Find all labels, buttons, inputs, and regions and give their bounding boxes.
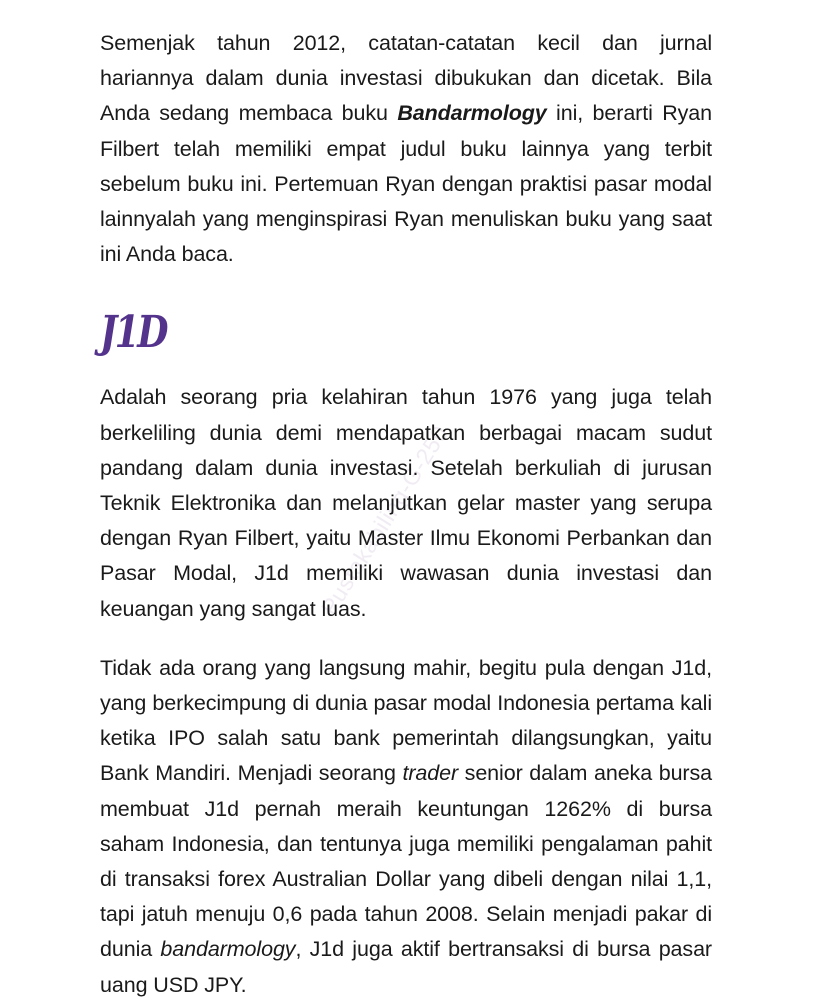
italic-term-bandarmology: bandarmology [160, 937, 296, 962]
document-body [100, 0, 712, 1000]
paragraph-biography: Adalah seorang pria kelahiran tahun 1976 yang juga telah berkeliling dunia demi mendapatkan berbagai macam sudut pandang dalam dunia investasi. Setelah berkuliah di jurusan Teknik Elektronika dan melanjutkan gelar master yang serupa dengan Ryan Filbert, yaitu Master Ilmu Ekonomi Perbankan dan Pasar Modal, J1d memiliki wawasan dunia investasi dan keuangan yang sangat luas. [100, 385, 712, 621]
watermark-text: Pustakabiling-G-250 [315, 420, 454, 620]
paragraph-intro [100, 26, 712, 272]
paragraph-experience-segment-a: Tidak ada orang yang langsung mahir, begitu pula dengan J1d, yang berkecimpung di dunia pasar modal Indonesia pertama kali ketika IPO salah satu bank pemerintah dilangsungkan, yaitu Bank Mandiri. Menjadi seorang [100, 655, 712, 786]
paragraph-experience [100, 651, 712, 1000]
paragraph-experience-segment-b: senior dalam aneka bursa membuat J1d pernah meraih keuntungan 1262% di bursa saham Indonesia, dan tentunya juga memiliki pengalaman pahit di transaksi forex Australian Dollar yang dibeli dengan nilai 1,1, tapi jatuh menuju 0,6 pada tahun 2008. Selain menjadi pakar di dunia [100, 761, 712, 962]
italic-term-trader: trader [402, 761, 459, 786]
paragraph-intro-segment-a: Semenjak tahun 2012, catatan-catatan kecil dan jurnal hariannya dalam dunia investasi dibukukan dan dicetak. Bila Anda sedang membaca buku [100, 31, 712, 126]
paragraph-intro-segment-b: ini, berarti Ryan Filbert telah memiliki empat judul buku lainnya yang terbit sebelum buku ini. Pertemuan Ryan dengan praktisi pasar modal lainnyalah yang menginspirasi Ryan menuliskan buku yang saat ini Anda baca. [100, 101, 712, 267]
section-heading-j1d: J1D [100, 307, 167, 359]
paragraph-experience-segment-c: , J1d juga aktif bertransaksi di bursa pasar uang USD JPY. [100, 937, 712, 997]
book-title-bandarmology: Bandarmology [397, 101, 547, 126]
